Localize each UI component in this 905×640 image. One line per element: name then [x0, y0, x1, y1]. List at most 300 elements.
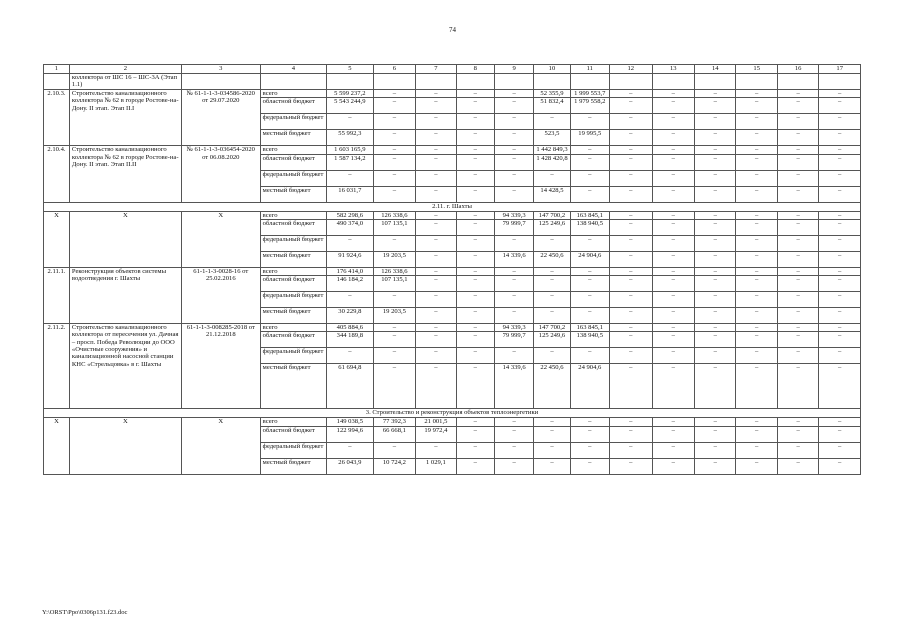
- value-cell: –: [534, 442, 570, 458]
- value-cell: –: [416, 292, 456, 308]
- value-cell: –: [534, 418, 570, 426]
- funding-type: всего: [260, 267, 326, 275]
- value-cell: 125 249,6: [534, 219, 570, 235]
- value-cell: 490 374,0: [327, 219, 374, 235]
- value-cell: 176 414,0: [327, 267, 374, 275]
- funding-type: областной бюджет: [260, 426, 326, 442]
- value-cell: –: [494, 442, 533, 458]
- value-cell: –: [494, 186, 533, 202]
- value-cell: –: [494, 267, 533, 275]
- value-cell: 147 700,2: [534, 211, 570, 219]
- value-cell: –: [610, 458, 653, 474]
- value-cell: –: [610, 292, 653, 308]
- value-cell: 126 338,6: [373, 267, 416, 275]
- value-cell: –: [777, 211, 818, 219]
- value-cell: –: [534, 276, 570, 292]
- value-cell: –: [736, 186, 777, 202]
- value-cell: –: [777, 235, 818, 251]
- value-cell: –: [456, 146, 494, 154]
- value-cell: –: [695, 130, 736, 146]
- value-cell: –: [373, 146, 416, 154]
- value-cell: –: [777, 364, 818, 409]
- value-cell: –: [610, 267, 653, 275]
- value-cell: –: [819, 170, 861, 186]
- value-cell: –: [610, 186, 653, 202]
- value-cell: –: [534, 308, 570, 324]
- value-cell: –: [736, 292, 777, 308]
- value-cell: –: [777, 458, 818, 474]
- table-row: [44, 267, 861, 275]
- value-cell: –: [610, 114, 653, 130]
- funding-type: местный бюджет: [260, 251, 326, 267]
- value-cell: –: [570, 276, 609, 292]
- value-cell: –: [777, 90, 818, 98]
- value-cell: –: [494, 90, 533, 98]
- value-cell: –: [456, 364, 494, 409]
- value-cell: –: [534, 458, 570, 474]
- funding-type: федеральный бюджет: [260, 442, 326, 458]
- value-cell: –: [373, 90, 416, 98]
- value-cell: –: [416, 251, 456, 267]
- column-header: 1: [44, 65, 70, 74]
- value-cell: –: [610, 426, 653, 442]
- value-cell: –: [610, 324, 653, 332]
- value-cell: –: [695, 276, 736, 292]
- value-cell: –: [777, 324, 818, 332]
- value-cell: 107 135,1: [373, 276, 416, 292]
- row-number: Х: [44, 418, 70, 474]
- value-cell: –: [570, 186, 609, 202]
- section-header-row: [44, 202, 861, 211]
- value-cell: 10 724,2: [373, 458, 416, 474]
- value-cell: –: [494, 114, 533, 130]
- value-cell: –: [416, 348, 456, 364]
- value-cell: –: [819, 308, 861, 324]
- value-cell: –: [736, 98, 777, 114]
- value-cell: –: [819, 146, 861, 154]
- value-cell: –: [416, 154, 456, 170]
- value-cell: –: [494, 276, 533, 292]
- value-cell: –: [652, 324, 695, 332]
- table-row: [44, 90, 861, 98]
- value-cell: –: [610, 146, 653, 154]
- value-cell: –: [736, 324, 777, 332]
- value-cell: –: [456, 308, 494, 324]
- value-cell: –: [570, 292, 609, 308]
- value-cell: 55 992,3: [327, 130, 374, 146]
- document-ref: Х: [181, 418, 260, 474]
- value-cell: –: [416, 146, 456, 154]
- value-cell: –: [416, 211, 456, 219]
- value-cell: 146 184,2: [327, 276, 374, 292]
- section-header-row: [44, 409, 861, 418]
- value-cell: –: [819, 90, 861, 98]
- value-cell: –: [610, 418, 653, 426]
- value-cell: –: [456, 90, 494, 98]
- value-cell: –: [819, 458, 861, 474]
- value-cell: –: [652, 267, 695, 275]
- value-cell: –: [695, 235, 736, 251]
- value-cell: –: [610, 348, 653, 364]
- value-cell: –: [494, 146, 533, 154]
- value-cell: –: [819, 276, 861, 292]
- funding-type: местный бюджет: [260, 308, 326, 324]
- value-cell: –: [373, 170, 416, 186]
- continued-name: коллектора от ШС 16 – ШС-3А (Этап 1.1): [69, 74, 181, 90]
- row-number: 2.11.1.: [44, 267, 70, 323]
- value-cell: –: [570, 426, 609, 442]
- value-cell: –: [610, 154, 653, 170]
- value-cell: –: [610, 364, 653, 409]
- value-cell: –: [570, 442, 609, 458]
- value-cell: 138 940,5: [570, 332, 609, 348]
- value-cell: 149 038,5: [327, 418, 374, 426]
- value-cell: –: [416, 98, 456, 114]
- value-cell: –: [695, 154, 736, 170]
- value-cell: –: [695, 98, 736, 114]
- value-cell: –: [456, 219, 494, 235]
- value-cell: –: [652, 114, 695, 130]
- value-cell: –: [819, 324, 861, 332]
- value-cell: –: [652, 186, 695, 202]
- value-cell: 21 001,5: [416, 418, 456, 426]
- value-cell: –: [327, 170, 374, 186]
- value-cell: –: [534, 348, 570, 364]
- value-cell: –: [819, 114, 861, 130]
- value-cell: –: [610, 170, 653, 186]
- funding-type: федеральный бюджет: [260, 348, 326, 364]
- value-cell: –: [327, 442, 374, 458]
- value-cell: –: [652, 458, 695, 474]
- value-cell: –: [456, 98, 494, 114]
- funding-type: федеральный бюджет: [260, 170, 326, 186]
- value-cell: –: [736, 114, 777, 130]
- value-cell: –: [736, 442, 777, 458]
- column-header: 6: [373, 65, 416, 74]
- value-cell: 163 845,1: [570, 211, 609, 219]
- value-cell: –: [736, 418, 777, 426]
- value-cell: –: [327, 348, 374, 364]
- value-cell: –: [695, 442, 736, 458]
- value-cell: –: [456, 211, 494, 219]
- value-cell: –: [777, 186, 818, 202]
- row-number: 2.11.2.: [44, 324, 70, 409]
- value-cell: –: [695, 348, 736, 364]
- value-cell: –: [610, 211, 653, 219]
- value-cell: –: [819, 267, 861, 275]
- value-cell: –: [494, 98, 533, 114]
- value-cell: 79 999,7: [494, 219, 533, 235]
- value-cell: –: [695, 418, 736, 426]
- value-cell: –: [736, 130, 777, 146]
- funding-type: местный бюджет: [260, 364, 326, 409]
- value-cell: –: [652, 146, 695, 154]
- value-cell: –: [652, 292, 695, 308]
- value-cell: –: [777, 267, 818, 275]
- value-cell: 19 972,4: [416, 426, 456, 442]
- value-cell: –: [777, 251, 818, 267]
- document-ref: 61-1-1-3-008285-2018 от 21.12.2018: [181, 324, 260, 409]
- value-cell: –: [456, 324, 494, 332]
- value-cell: –: [494, 426, 533, 442]
- value-cell: –: [695, 114, 736, 130]
- value-cell: –: [456, 348, 494, 364]
- value-cell: –: [777, 308, 818, 324]
- funding-type: всего: [260, 418, 326, 426]
- value-cell: –: [652, 442, 695, 458]
- value-cell: –: [610, 308, 653, 324]
- value-cell: –: [570, 267, 609, 275]
- object-name: Х: [69, 211, 181, 267]
- value-cell: –: [695, 308, 736, 324]
- value-cell: –: [777, 442, 818, 458]
- value-cell: 5 543 244,9: [327, 98, 374, 114]
- value-cell: –: [416, 170, 456, 186]
- value-cell: –: [610, 219, 653, 235]
- value-cell: –: [570, 146, 609, 154]
- value-cell: –: [695, 90, 736, 98]
- value-cell: 14 339,6: [494, 251, 533, 267]
- value-cell: –: [416, 324, 456, 332]
- value-cell: –: [494, 308, 533, 324]
- value-cell: 94 339,3: [494, 211, 533, 219]
- value-cell: –: [819, 98, 861, 114]
- value-cell: –: [736, 154, 777, 170]
- value-cell: –: [695, 292, 736, 308]
- value-cell: 51 832,4: [534, 98, 570, 114]
- value-cell: –: [736, 308, 777, 324]
- value-cell: 1 603 165,9: [327, 146, 374, 154]
- value-cell: 19 203,5: [373, 251, 416, 267]
- value-cell: –: [610, 276, 653, 292]
- table-row: [44, 146, 861, 154]
- value-cell: 125 249,6: [534, 332, 570, 348]
- value-cell: –: [819, 426, 861, 442]
- value-cell: –: [777, 98, 818, 114]
- value-cell: 19 995,5: [570, 130, 609, 146]
- value-cell: –: [570, 114, 609, 130]
- column-header: 4: [260, 65, 326, 74]
- value-cell: –: [494, 154, 533, 170]
- column-header: 15: [736, 65, 777, 74]
- value-cell: –: [695, 186, 736, 202]
- value-cell: –: [652, 364, 695, 409]
- value-cell: –: [736, 211, 777, 219]
- value-cell: –: [373, 186, 416, 202]
- value-cell: 126 338,6: [373, 211, 416, 219]
- document-ref: № 61-1-1-3-036454-2020 от 06.08.2020: [181, 146, 260, 202]
- value-cell: –: [819, 130, 861, 146]
- funding-type: всего: [260, 211, 326, 219]
- value-cell: –: [416, 332, 456, 348]
- value-cell: –: [777, 130, 818, 146]
- value-cell: –: [327, 114, 374, 130]
- table-row: [44, 418, 861, 426]
- column-header: 9: [494, 65, 533, 74]
- value-cell: –: [652, 235, 695, 251]
- value-cell: –: [570, 418, 609, 426]
- value-cell: 344 189,8: [327, 332, 374, 348]
- value-cell: –: [777, 154, 818, 170]
- document-ref: № 61-1-1-3-034586-2020 от 29.07.2020: [181, 90, 260, 146]
- value-cell: –: [327, 292, 374, 308]
- value-cell: –: [695, 458, 736, 474]
- value-cell: 582 298,6: [327, 211, 374, 219]
- funding-type: областной бюджет: [260, 276, 326, 292]
- value-cell: –: [819, 154, 861, 170]
- value-cell: –: [777, 146, 818, 154]
- value-cell: –: [777, 426, 818, 442]
- value-cell: 1 029,1: [416, 458, 456, 474]
- value-cell: –: [777, 332, 818, 348]
- value-cell: –: [373, 98, 416, 114]
- value-cell: –: [456, 458, 494, 474]
- value-cell: –: [652, 211, 695, 219]
- value-cell: –: [534, 114, 570, 130]
- value-cell: 24 904,6: [570, 364, 609, 409]
- value-cell: –: [652, 154, 695, 170]
- value-cell: –: [819, 235, 861, 251]
- value-cell: –: [695, 364, 736, 409]
- value-cell: –: [610, 251, 653, 267]
- value-cell: –: [416, 219, 456, 235]
- value-cell: –: [610, 332, 653, 348]
- value-cell: –: [610, 130, 653, 146]
- value-cell: –: [652, 130, 695, 146]
- value-cell: –: [534, 426, 570, 442]
- value-cell: –: [652, 308, 695, 324]
- value-cell: –: [456, 235, 494, 251]
- document-ref: 61-1-1-3-0028-16 от 25.02.2016: [181, 267, 260, 323]
- funding-type: местный бюджет: [260, 130, 326, 146]
- funding-type: федеральный бюджет: [260, 235, 326, 251]
- value-cell: 1 442 849,3: [534, 146, 570, 154]
- value-cell: 523,5: [534, 130, 570, 146]
- value-cell: –: [456, 426, 494, 442]
- value-cell: –: [456, 170, 494, 186]
- value-cell: 61 694,8: [327, 364, 374, 409]
- value-cell: –: [695, 146, 736, 154]
- value-cell: –: [494, 292, 533, 308]
- value-cell: –: [777, 292, 818, 308]
- value-cell: –: [652, 251, 695, 267]
- column-header: 12: [610, 65, 653, 74]
- value-cell: –: [736, 426, 777, 442]
- value-cell: –: [416, 308, 456, 324]
- row-number: 2.10.4.: [44, 146, 70, 202]
- column-header: 2: [69, 65, 181, 74]
- object-name: Реконструкция объектов системы водоотведения г. Шахты: [69, 267, 181, 323]
- value-cell: –: [695, 426, 736, 442]
- value-cell: –: [456, 292, 494, 308]
- value-cell: –: [819, 211, 861, 219]
- value-cell: –: [610, 98, 653, 114]
- value-cell: 14 428,5: [534, 186, 570, 202]
- funding-type: областной бюджет: [260, 219, 326, 235]
- value-cell: –: [373, 130, 416, 146]
- column-header: 7: [416, 65, 456, 74]
- value-cell: –: [777, 219, 818, 235]
- column-header: 3: [181, 65, 260, 74]
- column-header: 8: [456, 65, 494, 74]
- object-name: Строительство канализационного коллектора № 62 в городе Ростове-на-Дону. II этап. Этап II.I: [69, 90, 181, 146]
- value-cell: –: [819, 251, 861, 267]
- value-cell: –: [570, 154, 609, 170]
- table-row: [44, 324, 861, 332]
- column-header: 11: [570, 65, 609, 74]
- funding-type: всего: [260, 90, 326, 98]
- continued-row: [44, 74, 861, 90]
- value-cell: –: [819, 442, 861, 458]
- value-cell: –: [819, 219, 861, 235]
- value-cell: 52 355,9: [534, 90, 570, 98]
- value-cell: –: [819, 332, 861, 348]
- column-header: 17: [819, 65, 861, 74]
- value-cell: –: [534, 267, 570, 275]
- value-cell: –: [456, 186, 494, 202]
- value-cell: –: [416, 130, 456, 146]
- value-cell: 5 599 237,2: [327, 90, 374, 98]
- object-name: Х: [69, 418, 181, 474]
- value-cell: –: [819, 418, 861, 426]
- value-cell: –: [695, 219, 736, 235]
- value-cell: –: [819, 348, 861, 364]
- value-cell: –: [695, 251, 736, 267]
- value-cell: –: [456, 114, 494, 130]
- funding-type: местный бюджет: [260, 458, 326, 474]
- value-cell: –: [652, 332, 695, 348]
- value-cell: –: [652, 98, 695, 114]
- value-cell: –: [736, 219, 777, 235]
- funding-type: областной бюджет: [260, 332, 326, 348]
- value-cell: 30 229,8: [327, 308, 374, 324]
- value-cell: –: [456, 154, 494, 170]
- funding-type: всего: [260, 146, 326, 154]
- value-cell: –: [373, 442, 416, 458]
- column-header: 14: [695, 65, 736, 74]
- value-cell: –: [456, 332, 494, 348]
- value-cell: –: [736, 267, 777, 275]
- value-cell: –: [534, 170, 570, 186]
- value-cell: –: [570, 308, 609, 324]
- value-cell: –: [736, 251, 777, 267]
- value-cell: –: [570, 170, 609, 186]
- value-cell: –: [652, 219, 695, 235]
- value-cell: –: [494, 130, 533, 146]
- column-header: 5: [327, 65, 374, 74]
- value-cell: 107 135,1: [373, 219, 416, 235]
- value-cell: 14 339,6: [494, 364, 533, 409]
- value-cell: –: [610, 90, 653, 98]
- value-cell: –: [494, 235, 533, 251]
- value-cell: 147 700,2: [534, 324, 570, 332]
- value-cell: –: [777, 276, 818, 292]
- value-cell: –: [494, 170, 533, 186]
- value-cell: –: [416, 90, 456, 98]
- budget-table: [43, 64, 861, 475]
- value-cell: 77 392,3: [373, 418, 416, 426]
- value-cell: –: [373, 364, 416, 409]
- value-cell: 24 904,6: [570, 251, 609, 267]
- value-cell: 405 884,6: [327, 324, 374, 332]
- value-cell: –: [373, 154, 416, 170]
- value-cell: –: [373, 235, 416, 251]
- value-cell: –: [652, 348, 695, 364]
- value-cell: –: [456, 251, 494, 267]
- value-cell: –: [736, 276, 777, 292]
- value-cell: –: [652, 426, 695, 442]
- value-cell: –: [819, 292, 861, 308]
